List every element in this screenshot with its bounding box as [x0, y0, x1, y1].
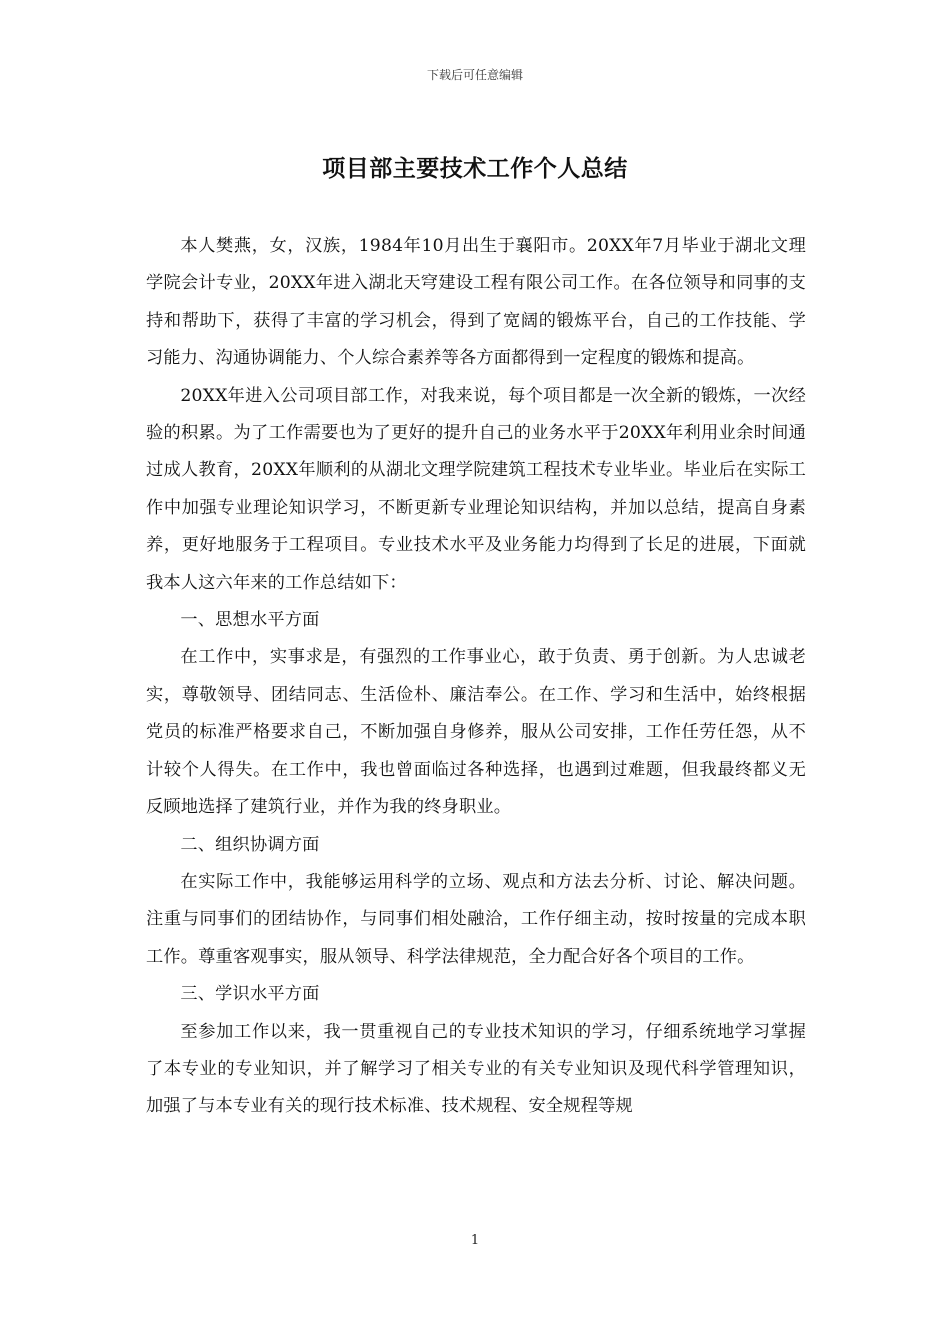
document-title: 项目部主要技术工作个人总结: [322, 156, 628, 182]
header-note: 下载后可任意编辑: [426, 68, 523, 82]
document-body: [146, 228, 806, 1126]
section-heading-coordination: 二、组织协调方面: [180, 834, 320, 855]
paragraph-coordination: 在实际工作中，我能够运用科学的立场、观点和方法去分析、讨论、解决问题。注重与同事们的团结协作，与同事们相处融洽，工作仔细主动，按时按量的完成本职工作。尊重客观事实，服从领导、科学法律规范，全力配合好各个项目的工作。: [146, 871, 806, 967]
section-heading-knowledge: 三、学识水平方面: [180, 984, 320, 1005]
paragraph-project-work: 20XX年进入公司项目部工作，对我来说，每个项目都是一次全新的锻炼，一次经验的积累。为了工作需要也为了更好的提升自己的业务水平于20XX年利用业余时间通过成人教育，20XX年顺利的从湖北文理学院建筑工程技术专业毕业。毕业后在实际工作中加强专业理论知识学习，不断更新专业理论知识结构，并加以总结，提高自身素养，更好地服务于工程项目。专业技术水平及业务能力均得到了长足的进展，下面就我本人这六年来的工作总结如下：: [146, 385, 806, 593]
page-number: 1: [470, 1233, 480, 1248]
section-heading-ideology: 一、思想水平方面: [180, 610, 320, 631]
paragraph-knowledge: 至参加工作以来，我一贯重视自己的专业技术知识的学习，仔细系统地学习掌握了本专业的专业知识，并了解学习了相关专业的有关专业知识及现代科学管理知识，加强了与本专业有关的现行技术标准、技术规程、安全规程等规: [146, 1021, 806, 1117]
paragraph-intro: 本人樊燕，女，汉族，1984年10月出生于襄阳市。20XX年7月毕业于湖北文理学院会计专业，20XX年进入湖北天穹建设工程有限公司工作。在各位领导和同事的支持和帮助下，获得了丰富的学习机会，得到了宽阔的锻炼平台，自己的工作技能、学习能力、沟通协调能力、个人综合素养等各方面都得到一定程度的锻炼和提高。: [146, 236, 806, 369]
paragraph-ideology: 在工作中，实事求是，有强烈的工作事业心，敢于负责、勇于创新。为人忠诚老实，尊敬领导、团结同志、生活俭朴、廉洁奉公。在工作、学习和生活中，始终根据党员的标准严格要求自己，不断加强自身修养，服从公司安排，工作任劳任怨，从不计较个人得失。在工作中，我也曾面临过各种选择，也遇到过难题，但我最终都义无反顾地选择了建筑行业，并作为我的终身职业。: [146, 647, 806, 818]
